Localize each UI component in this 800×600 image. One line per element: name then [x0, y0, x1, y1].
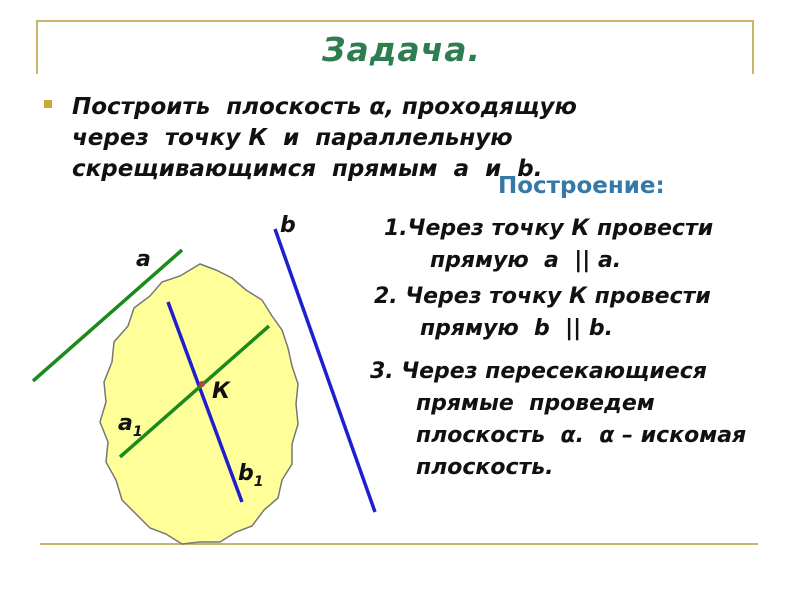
label-k: К	[212, 379, 230, 404]
label-b: b	[280, 213, 296, 238]
construction-step-1: 1.Через точку К провести прямую a || a.	[384, 216, 714, 273]
task-statement: Построить плоскость α, проходящую через точку К и параллельную скрещивающимся прямым а и b.	[72, 94, 577, 182]
construction-heading: Построение:	[498, 173, 665, 199]
label-a: a	[136, 247, 151, 272]
point-k	[199, 381, 205, 387]
label-a1-subscript: 1	[132, 424, 143, 440]
construction-step-3: 3. Через пересекающиеся прямые проведем плоскость α. α – искомая плоскость.	[370, 359, 747, 480]
plane-alpha-shape	[100, 264, 298, 544]
slide-title: Задача.	[322, 30, 482, 69]
label-b1-letter: b	[238, 461, 254, 486]
label-a1-letter: a	[118, 411, 133, 436]
label-b1-subscript: 1	[253, 474, 264, 490]
construction-step-2: 2. Через точку К провести прямую b || b.	[374, 284, 711, 341]
